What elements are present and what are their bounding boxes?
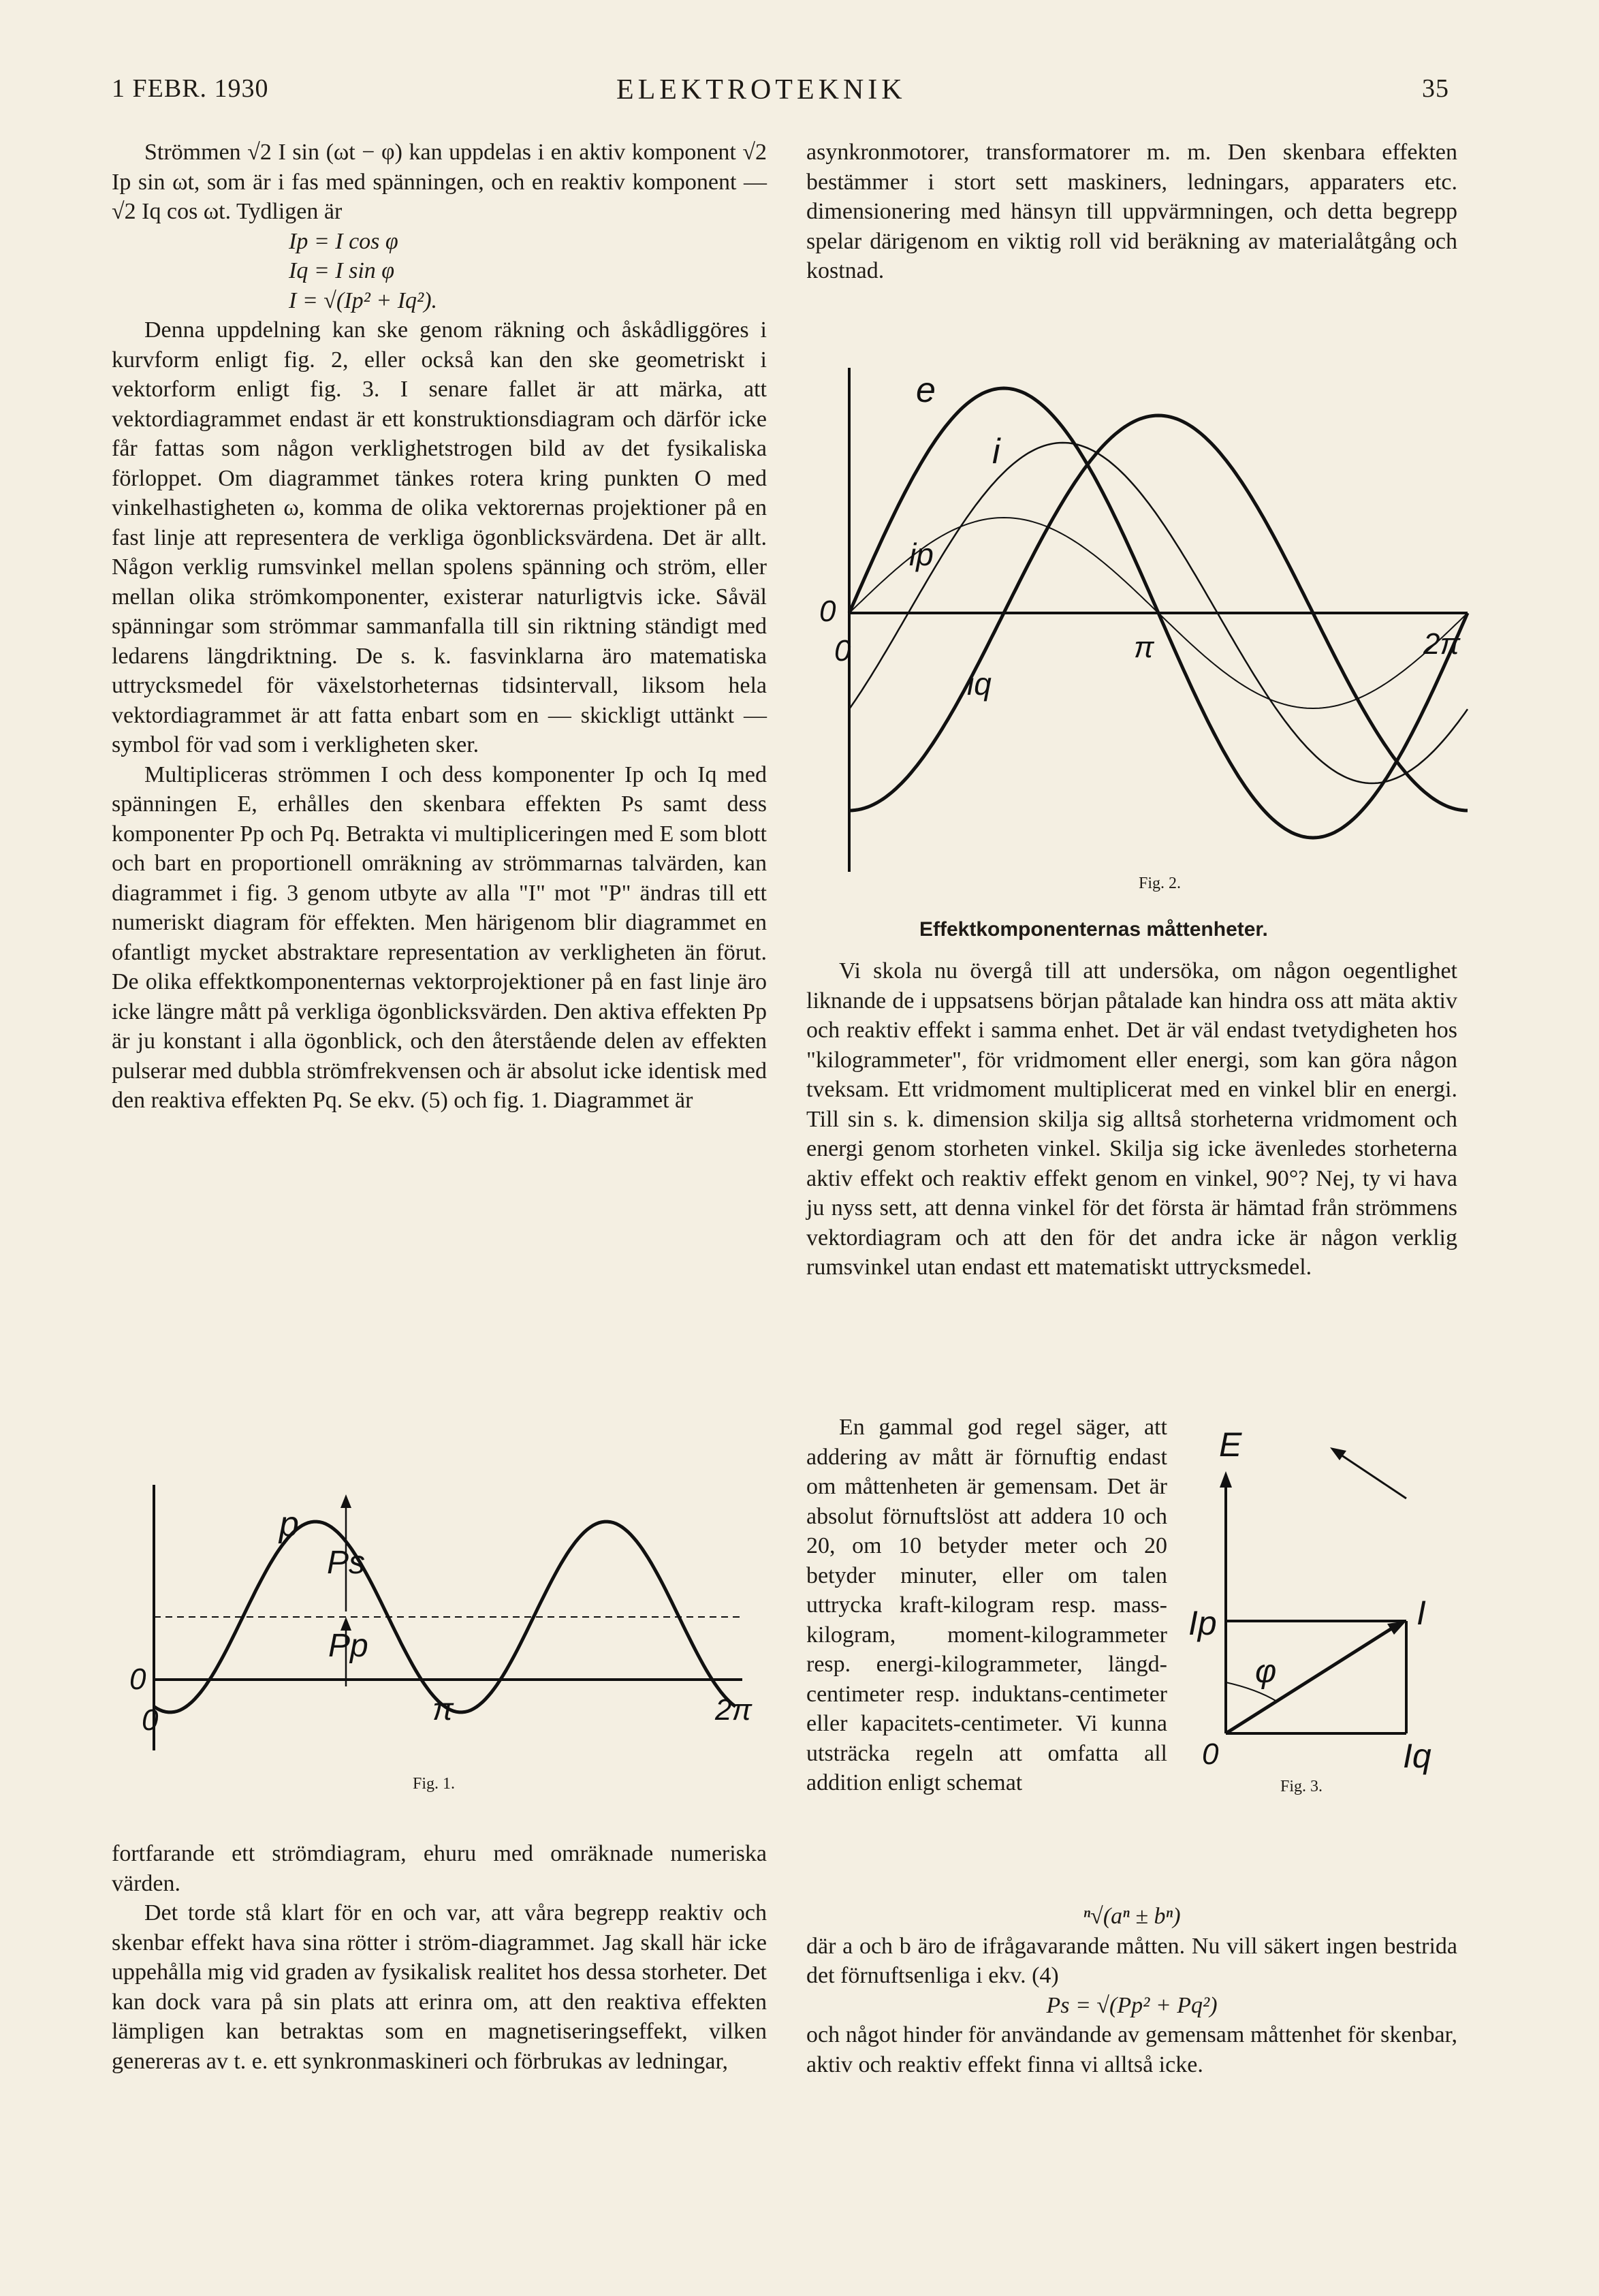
left-eq-ip: Ip = I cos φ [289, 228, 398, 254]
fig1-label-2pi: 2π [715, 1693, 752, 1727]
right-paragraph-4: och något hinder för användande av gemensam måttenhet för skenbar, aktiv och reaktiv effekt finna vi alltså icke. [806, 2022, 1457, 2077]
fig3-rotation-arrow [1335, 1451, 1406, 1498]
fig1-caption: Fig. 1. [413, 1775, 456, 1793]
right-paragraph-2: En gammal god regel säger, att addering av mått är förnuftig endast om måttenheten är gemensam. Det är absolut förnuftslöst att addera 10 och 20, om 10 betyder meter och 20 betyder minuter, eller om talen uttrycka kraft-kilogram resp. mass-kilogram, moment-kilogrammeter resp. energi-kilogrammeter, längd-centimeter resp. induktans-centimeter eller kapacitets-centimeter. Vi kunna utsträcka regeln att omfatta all addition enligt schemat [806, 1415, 1167, 1795]
left-eq-i: I = √(Ip² + Iq²). [289, 287, 438, 313]
fig2-label-e: e [916, 371, 936, 410]
right-eq-root: ⁿ√(aⁿ ± bⁿ) [1083, 1904, 1181, 1929]
fig2-label-zero-axis: 0 [819, 595, 836, 628]
fig2-label-i: i [992, 432, 1000, 471]
left-column-bottom [112, 1839, 767, 2076]
fig1-label-pi: π [432, 1691, 454, 1727]
fig2-label-pi: π [1134, 631, 1154, 664]
header-date: 1 FEBR. 1930 [112, 74, 269, 103]
right-paragraph-0: asynkronmotorer, transformatorer m. m. Den skenbara effekten bestämmer i stort sett maskiners, ledningars, apparaters etc. dimensionering med hänsyn till uppvärmningen, och detta begrepp spelar därigenom en viktig roll vid beräkning av materialåtgång och kostnad. [806, 140, 1457, 283]
fig2-label-zero-origin: 0 [834, 634, 851, 667]
right-column-top [806, 138, 1457, 286]
fig1-label-zero-axis: 0 [129, 1663, 146, 1696]
fig1-ps-arrowhead [341, 1494, 351, 1508]
fig3-caption: Fig. 3. [1280, 1778, 1323, 1795]
fig1-label-p: p [279, 1505, 299, 1544]
fig3-e-arrowhead [1220, 1471, 1232, 1488]
left-paragraph-1: Denna uppdelning kan ske genom räkning och åskådliggöres i kurvform enligt fig. 2, eller också kan den ske geometriskt i vektorform enligt fig. 3. I senare fallet är att märka, att vektordiagrammet endast är ett konstruktionsdiagram och därför icke får fattas som någon verklighetstrogen bild av det fysikaliska förloppet. Om diagrammet tänkes rotera kring punkten O med vinkelhastigheten ω, komma de olika vektorernas projektioner på en fast linje att representera de verkliga ögonblicksvärdena. Det är allt. Någon verklig rumsvinkel mellan spolens spänning och ström, eller mellan olika strömkomponenter, existerar naturligtvis icke. Såväl spänningar som strömmar sammanfalla till sin riktning ständigt med ledarens längdriktning. De s. k. fasvinklarna äro matematiska uttrycksmedel för växelstorheternas tidsintervall, liksom hela vektordiagrammet är att fatta enbart som en — skickligt uttänkt — symbol för vad som i verkligheten sker. [112, 317, 767, 757]
fig3-i-vector [1226, 1628, 1393, 1733]
left-column-top [112, 138, 767, 1116]
fig2-label-2pi: 2π [1423, 627, 1460, 661]
fig1-label-pp: Pp [328, 1628, 368, 1664]
figure-2 [814, 368, 1481, 879]
figure-1 [129, 1485, 763, 1784]
fig3-label-phi: φ [1255, 1654, 1277, 1690]
figure-3 [1175, 1424, 1461, 1778]
fig3-label-Iq: Iq [1403, 1737, 1431, 1775]
fig3-label-zero: 0 [1202, 1737, 1219, 1771]
fig2-label-ip: ip [909, 537, 934, 572]
right-column-bottom [806, 1902, 1457, 2079]
fig1-label-ps: Ps [327, 1545, 366, 1581]
right-paragraph-3: där a och b äro de ifrågavarande måtten. Nu vill säkert ingen bestrida det förnuftsenliga i ekv. (4) [806, 1933, 1457, 1988]
right-eq-ps: Ps = √(Pp² + Pq²) [1046, 1992, 1218, 2018]
left-paragraph-3: fortfarande ett strömdiagram, ehuru med omräknade numeriska värden. [112, 1841, 767, 1896]
fig3-rotation-arrowhead [1330, 1447, 1346, 1460]
fig2-caption: Fig. 2. [1139, 875, 1182, 892]
left-eq-iq: Iq = I sin φ [289, 258, 395, 283]
header-page-number: 35 [1422, 74, 1449, 103]
left-paragraph-2: Multipliceras strömmen I och dess komponenter Ip och Iq med spänningen E, erhålles den skenbara effekten Ps samt dess komponenter Pp och Pq. Betrakta vi multipliceringen med E som blott och bart en proportionell omräkning av strömmarnas talvärden, kan diagrammet i fig. 3 genom utbyte av alla "I" mot "P" ändras till ett numeriskt diagram för effekten. Men härigenom blir diagrammet en ofantligt mycket abstraktare representation av verkligheten än förut. De olika effektkomponenternas vektorprojektioner på en fast linje äro icke längre mått på verkliga ögonblicksvärden. Den aktiva effekten Pp är ju konstant i alla ögonblick, och den återstående delen av effekten pulserar med dubbla strömfrekvensen och är absolut icke identisk med den reaktiva effekten Pq. Se ekv. (5) och fig. 1. Diagrammet är [112, 761, 767, 1113]
fig3-label-I: I [1416, 1594, 1426, 1632]
fig2-label-iq: iq [967, 666, 992, 702]
section-heading: Effektkomponenternas måttenheter. [919, 918, 1268, 941]
header-journal-title: ELEKTROTEKNIK [616, 74, 906, 106]
fig3-label-E: E [1219, 1426, 1242, 1464]
right-column-wrap [806, 1413, 1167, 1798]
right-paragraph-1: Vi skola nu övergå till att undersöka, om någon oegentlighet liknande de i uppsatsens början påtalade kan hindra oss att mäta aktiv och reaktiv effekt i samma enhet. Det är väl endast tvetydigheten hos "kilogrammeter", för vridmoment eller energi, som kan göra någon tveksam. Ett vridmoment multiplicerat med en vinkel blir en energi. Till sin s. k. dimension skilja sig alltså storheterna vridmoment och energi genom storheten vinkel. Skilja sig icke ävenledes storheterna aktiv effekt och reaktiv effekt genom en vinkel, 90°? Nej, ty vi hava ju nyss sett, att denna vinkel för det första är hämtad från strömmens vektordiagram och att den för det andra icke är någon verklig rumsvinkel utan endast ett matematiskt uttrycksmedel. [806, 958, 1457, 1280]
left-paragraph-4: Det torde stå klart för en och var, att våra begrepp reaktiv och skenbar effekt hava sina rötter i ström-diagrammet. Jag skall här icke uppehålla mig vid graden av fysikalisk realitet hos dessa storheter. Det kan dock vara på sin plats att erinra om, att den reaktiva effekten lämpligen kan betraktas som en magnetiseringseffekt, vilken genereras av t. e. ett synkronmaskineri och förbrukas av ledningar, [112, 1900, 767, 2074]
fig1-label-zero-origin: 0 [142, 1703, 159, 1737]
left-intro: Strömmen √2 I sin (ωt − φ) kan uppdelas i en aktiv komponent √2 Ip sin ωt, som är i fas med spänningen, och en reaktiv komponent —√2 Iq cos ωt. Tydligen är [112, 140, 767, 224]
right-column-middle [806, 956, 1457, 1283]
fig3-label-Ip: Ip [1188, 1604, 1217, 1642]
fig3-i-arrowhead [1387, 1621, 1406, 1635]
